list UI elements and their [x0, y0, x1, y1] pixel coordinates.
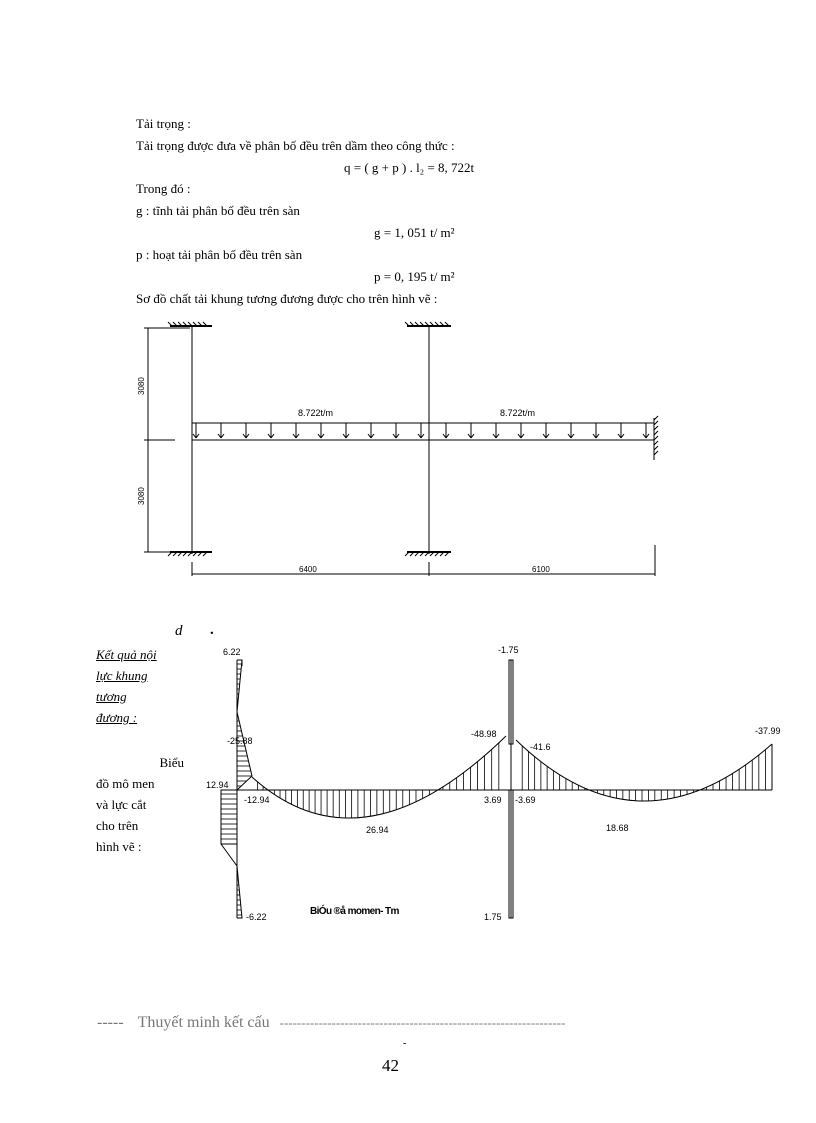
- dead-load-desc: g : tĩnh tải phân bố đều trên sàn: [136, 203, 300, 218]
- title-line: lực khung: [96, 668, 148, 683]
- label-b2-mid: 18.68: [606, 823, 629, 833]
- label-c2-shear-l: 3.69: [484, 795, 502, 805]
- load-label-right: 8.722t/m: [500, 408, 536, 418]
- label-b1-mid: 26.94: [366, 825, 389, 835]
- dim-col-bottom: 3080: [137, 487, 146, 505]
- footer-caption: [97, 1014, 565, 1032]
- body-line: và lực cắt: [96, 797, 147, 812]
- footer-tick: -: [403, 1038, 407, 1049]
- body-line: đồ mô men: [96, 776, 155, 791]
- label-c1-neg: -25.88: [227, 736, 253, 746]
- label-c2-left: -48.98: [471, 729, 497, 739]
- label-c1-bot: -6.22: [246, 912, 267, 922]
- label-c2-bot: 1.75: [484, 912, 502, 922]
- label-c2-top: -1.75: [498, 645, 519, 655]
- span-left: 6400: [299, 565, 317, 574]
- page-number: 42: [382, 1056, 399, 1075]
- span-right: 6100: [532, 565, 550, 574]
- footer-title: Thuyết minh kết cấu: [137, 1014, 270, 1031]
- load-heading: Tải trọng :: [136, 116, 191, 131]
- live-load-desc: p : hoạt tải phân bố đều trên sàn: [136, 247, 303, 262]
- formula-q: q = ( g + p ) . l₂ = 8, 722t: [344, 160, 475, 175]
- label-b1-left: -12.94: [244, 795, 270, 805]
- load-description: Tải trọng được đưa về phân bố đều trên dầm theo công thức :: [136, 138, 455, 153]
- body-line: hình vẽ :: [96, 839, 142, 854]
- label-c1-pos: 12.94: [206, 780, 229, 790]
- formula-g: g = 1, 051 t/ m²: [374, 225, 455, 240]
- moment-title: BiÓu ®å momen- Tm: [310, 906, 399, 917]
- footer-dash-right: ------------------------------------------------------------------: [279, 1015, 566, 1030]
- body-line: Biểu: [159, 755, 184, 770]
- load-label-left: 8.722t/m: [298, 408, 334, 418]
- section-marker: d: [175, 623, 183, 639]
- body-line: cho trên: [96, 818, 139, 833]
- label-c2-shear-r: -3.69: [515, 795, 536, 805]
- label-c1-top: 6.22: [223, 647, 241, 657]
- section-dot: .: [210, 622, 214, 638]
- label-end-right: -37.99: [755, 726, 781, 736]
- formula-p: p = 0, 195 t/ m²: [374, 269, 455, 284]
- title-line: tương: [96, 689, 127, 704]
- title-line: Kết quả nội: [96, 647, 157, 662]
- where-label: Trong đó :: [136, 181, 191, 196]
- label-c2-right: -41.6: [530, 742, 551, 752]
- footer-dash-left: -----: [97, 1014, 124, 1031]
- diagram-intro: Sơ đồ chất tải khung tương đương được cho trên hình vẽ :: [136, 291, 438, 306]
- title-line: đương :: [96, 710, 138, 725]
- dim-col-top: 3080: [137, 377, 146, 395]
